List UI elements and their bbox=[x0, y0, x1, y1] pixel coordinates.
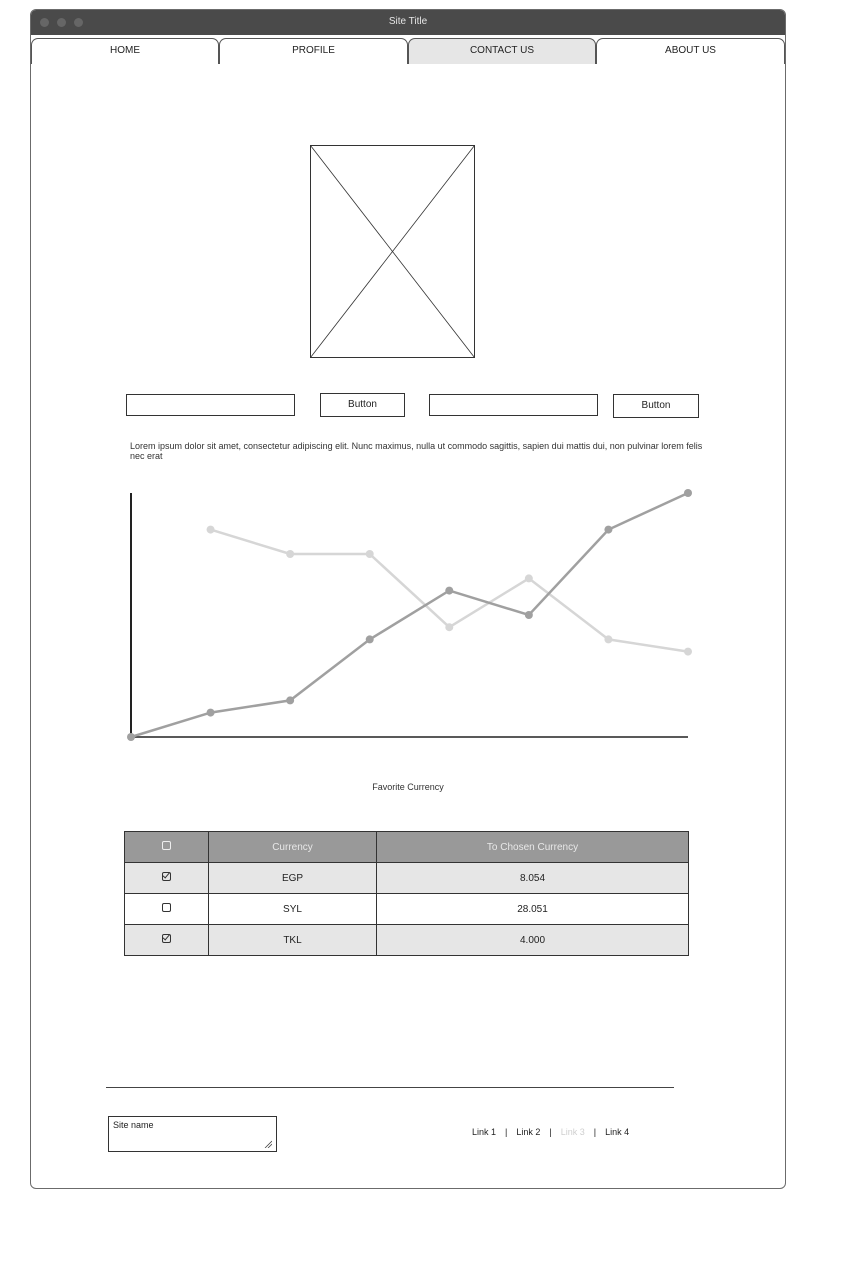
tab-profile[interactable]: PROFILE bbox=[219, 38, 408, 64]
select-all-header[interactable] bbox=[125, 832, 209, 863]
select-all-checkbox[interactable] bbox=[162, 841, 171, 850]
data-point-series-1[interactable] bbox=[286, 696, 294, 704]
data-point-series-1[interactable] bbox=[525, 611, 533, 619]
data-point-series-2[interactable] bbox=[207, 526, 215, 534]
data-point-series-1[interactable] bbox=[366, 635, 374, 643]
link-separator: | bbox=[549, 1127, 552, 1137]
data-point-series-1[interactable] bbox=[445, 587, 453, 595]
currency-cell: EGP bbox=[209, 863, 377, 894]
row-checkbox[interactable] bbox=[162, 872, 171, 881]
resize-grip-icon[interactable] bbox=[264, 1140, 272, 1148]
link-separator: | bbox=[593, 1127, 597, 1137]
button-2[interactable]: Button bbox=[613, 394, 699, 418]
button-1[interactable]: Button bbox=[320, 393, 405, 417]
data-point-series-1[interactable] bbox=[604, 526, 612, 534]
row-checkbox-cell[interactable] bbox=[125, 894, 209, 925]
table-row[interactable] bbox=[125, 863, 689, 894]
body-paragraph: Lorem ipsum dolor sit amet, consectetur adipiscing elit. Nunc maximus, nulla ut commodo sagittis, sapien dui mattis dui, non pulvinar lorem felis nec erat bbox=[130, 441, 703, 461]
data-point-series-2[interactable] bbox=[286, 550, 294, 558]
footer-links bbox=[472, 1127, 629, 1137]
tab-home[interactable]: HOME bbox=[31, 38, 219, 64]
tab-contact-us[interactable]: CONTACT US bbox=[408, 38, 596, 64]
currency-table bbox=[124, 831, 689, 956]
title-bar bbox=[31, 10, 785, 35]
data-point-series-2[interactable] bbox=[366, 550, 374, 558]
site-name-text: Site name bbox=[113, 1120, 154, 1130]
browser-window bbox=[30, 9, 786, 1189]
data-point-series-1[interactable] bbox=[127, 733, 135, 741]
site-name-textarea[interactable] bbox=[108, 1116, 277, 1152]
currency-cell: SYL bbox=[209, 894, 377, 925]
data-point-series-2[interactable] bbox=[684, 648, 692, 656]
footer-link-3[interactable]: Link 3 bbox=[560, 1127, 585, 1137]
row-checkbox-cell[interactable] bbox=[125, 925, 209, 956]
table-row[interactable] bbox=[125, 925, 689, 956]
data-point-series-1[interactable] bbox=[207, 709, 215, 717]
value-cell: 4.000 bbox=[377, 925, 689, 956]
row-checkbox-cell[interactable] bbox=[125, 863, 209, 894]
tab-about-us[interactable]: ABOUT US bbox=[596, 38, 785, 64]
link-separator: | bbox=[505, 1127, 508, 1137]
footer-link-1[interactable]: Link 1 bbox=[472, 1127, 497, 1137]
currency-header[interactable]: Currency bbox=[209, 832, 377, 863]
chart-title: Favorite Currency bbox=[372, 782, 444, 792]
footer-link-2[interactable]: Link 2 bbox=[516, 1127, 541, 1137]
data-point-series-2[interactable] bbox=[445, 623, 453, 631]
window-title: Site Title bbox=[388, 16, 428, 27]
row-checkbox[interactable] bbox=[162, 934, 171, 943]
text-input-1[interactable] bbox=[126, 394, 295, 416]
table-header-row bbox=[125, 832, 689, 863]
footer-link-4[interactable]: Link 4 bbox=[605, 1127, 630, 1137]
text-input-2[interactable] bbox=[429, 394, 598, 416]
nav-tabs bbox=[31, 38, 785, 65]
currency-cell: TKL bbox=[209, 925, 377, 956]
footer-divider bbox=[106, 1087, 674, 1088]
image-placeholder bbox=[310, 145, 475, 358]
data-point-series-1[interactable] bbox=[684, 489, 692, 497]
to-chosen-currency-header[interactable]: To Chosen Currency bbox=[377, 832, 689, 863]
value-cell: 8.054 bbox=[377, 863, 689, 894]
row-checkbox[interactable] bbox=[162, 903, 171, 912]
data-point-series-2[interactable] bbox=[604, 635, 612, 643]
data-point-series-2[interactable] bbox=[525, 574, 533, 582]
table-row[interactable] bbox=[125, 894, 689, 925]
line-chart bbox=[121, 488, 701, 758]
value-cell: 28.051 bbox=[377, 894, 689, 925]
